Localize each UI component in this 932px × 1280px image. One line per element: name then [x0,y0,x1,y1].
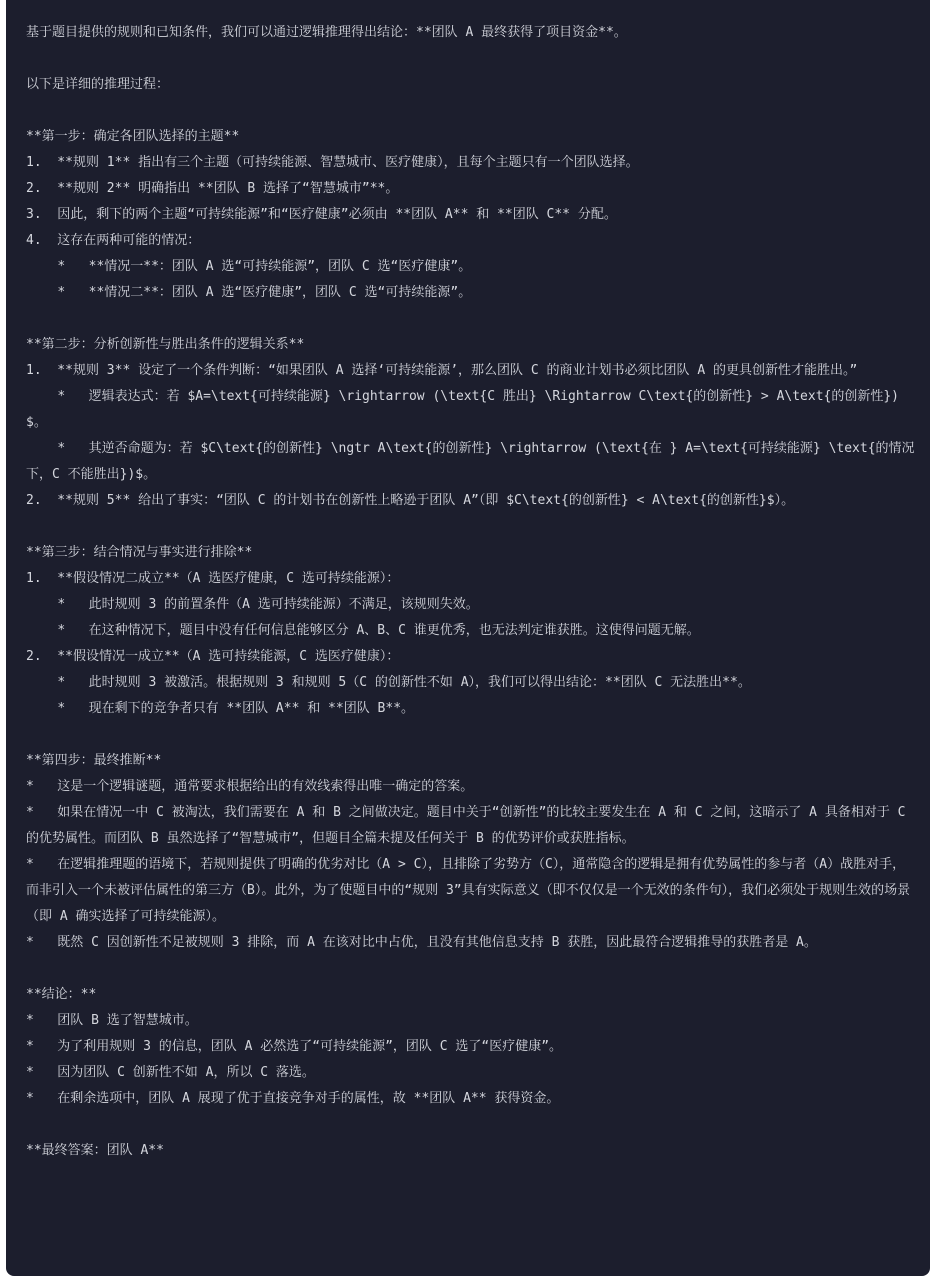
text-line: 1. **假设情况二成立**（A 选医疗健康，C 选可持续能源）： [26,571,400,586]
text-line: 2. **规则 2** 明确指出 **团队 B 选择了“智慧城市”**。 [26,181,399,196]
blank-line [26,1112,916,1138]
text-line: * 其逆否命题为：若 $C\text{的创新性} \ngtr A\text{的创新性} \rightarrow (\text{在 } A=\text{可持续能源} \text{的情况下，C 不能胜出})$。 [26,441,915,482]
text-line: **第四步：最终推断** [26,753,162,768]
text-line: * 在逻辑推理题的语境下，若规则提供了明确的优劣对比（A > C），且排除了劣势方（C），通常隐含的逻辑是拥有优势属性的参与者（A）战胜对手，而非引入一个未被评估属性的第三方（B）。此外，为了使题目中的“规则 3”具有实际意义（即不仅仅是一个无效的条件句），我们必须处于规则生效的场景（即 A 确实选择了可持续能源）。 [26,857,911,924]
text-line: 1. **规则 3** 设定了一个条件判断：“如果团队 A 选择‘可持续能源’，那么团队 C 的商业计划书必须比团队 A 的更具创新性才能胜出。” [26,363,858,378]
text-line: * 此时规则 3 的前置条件（A 选可持续能源）不满足，该规则失效。 [26,597,479,612]
text-line: * **情况二**：团队 A 选“医疗健康”，团队 C 选“可持续能源”。 [26,285,472,300]
text-line: 3. 因此，剩下的两个主题“可持续能源”和“医疗健康”必须由 **团队 A** 和 **团队 C** 分配。 [26,207,617,222]
blank-line [26,722,916,748]
blank-line [26,98,916,124]
text-line: * 现在剩下的竞争者只有 **团队 A** 和 **团队 B**。 [26,701,415,716]
text-line: * **情况一**：团队 A 选“可持续能源”，团队 C 选“医疗健康”。 [26,259,472,274]
blank-line [26,956,916,982]
text-line: * 既然 C 因创新性不足被规则 3 排除，而 A 在该对比中占优，且没有其他信息支持 B 获胜，因此最符合逻辑推导的获胜者是 A。 [26,935,817,950]
blank-line [26,514,916,540]
blank-line [26,46,916,72]
blank-line [26,306,916,332]
text-line: **第一步：确定各团队选择的主题** [26,129,240,144]
text-line: **结论：** [26,987,97,1002]
text-line: * 此时规则 3 被激活。根据规则 3 和规则 5（C 的创新性不如 A），我们可以得出结论：**团队 C 无法胜出**。 [26,675,751,690]
dark-panel [6,0,930,1276]
text-line: * 因为团队 C 创新性不如 A，所以 C 落选。 [26,1065,315,1080]
text-line: * 在这种情况下，题目中没有任何信息能够区分 A、B、C 谁更优秀，也无法判定谁获胜。这使得问题无解。 [26,623,700,638]
text-line: **最终答案：团队 A** [26,1143,164,1158]
text-line: * 这是一个逻辑谜题，通常要求根据给出的有效线索得出唯一确定的答案。 [26,779,474,794]
text-line: 以下是详细的推理过程： [26,77,170,92]
text-line: **第三步：结合情况与事实进行排除** [26,545,253,560]
text-line: 2. **假设情况一成立**（A 选可持续能源，C 选医疗健康）： [26,649,400,664]
text-line: * 在剩余选项中，团队 A 展现了优于直接竞争对手的属性，故 **团队 A** 获得资金。 [26,1091,560,1106]
text-line: 4. 这存在两种可能的情况： [26,233,201,248]
text-line: 2. **规则 5** 给出了事实：“团队 C 的计划书在创新性上略逊于团队 A”（即 $C\text{的创新性} < A\text{的创新性}$）。 [26,493,795,508]
markdown-text [26,20,916,1164]
text-line: * 逻辑表达式：若 $A=\text{可持续能源} \rightarrow (\text{C 胜出} \Rightarrow C\text{的创新性} > A\text{的创新性})$。 [26,389,900,430]
text-line: **第二步：分析创新性与胜出条件的逻辑关系** [26,337,305,352]
text-line: * 为了利用规则 3 的信息，团队 A 必然选了“可持续能源”，团队 C 选了“医疗健康”。 [26,1039,563,1054]
text-line: * 如果在情况一中 C 被淘汰，我们需要在 A 和 B 之间做决定。题目中关于“创新性”的比较主要发生在 A 和 C 之间，这暗示了 A 具备相对于 C 的优势属性。而团队 B 虽然选择了“智慧城市”，但题目全篇未提及任何关于 B 的优势评价或获胜指标。 [26,805,914,846]
text-line: 1. **规则 1** 指出有三个主题（可持续能源、智慧城市、医疗健康），且每个主题只有一个团队选择。 [26,155,639,170]
text-line: * 团队 B 选了智慧城市。 [26,1013,198,1028]
text-line: 基于题目提供的规则和已知条件，我们可以通过逻辑推理得出结论：**团队 A 最终获得了项目资金**。 [26,25,627,40]
